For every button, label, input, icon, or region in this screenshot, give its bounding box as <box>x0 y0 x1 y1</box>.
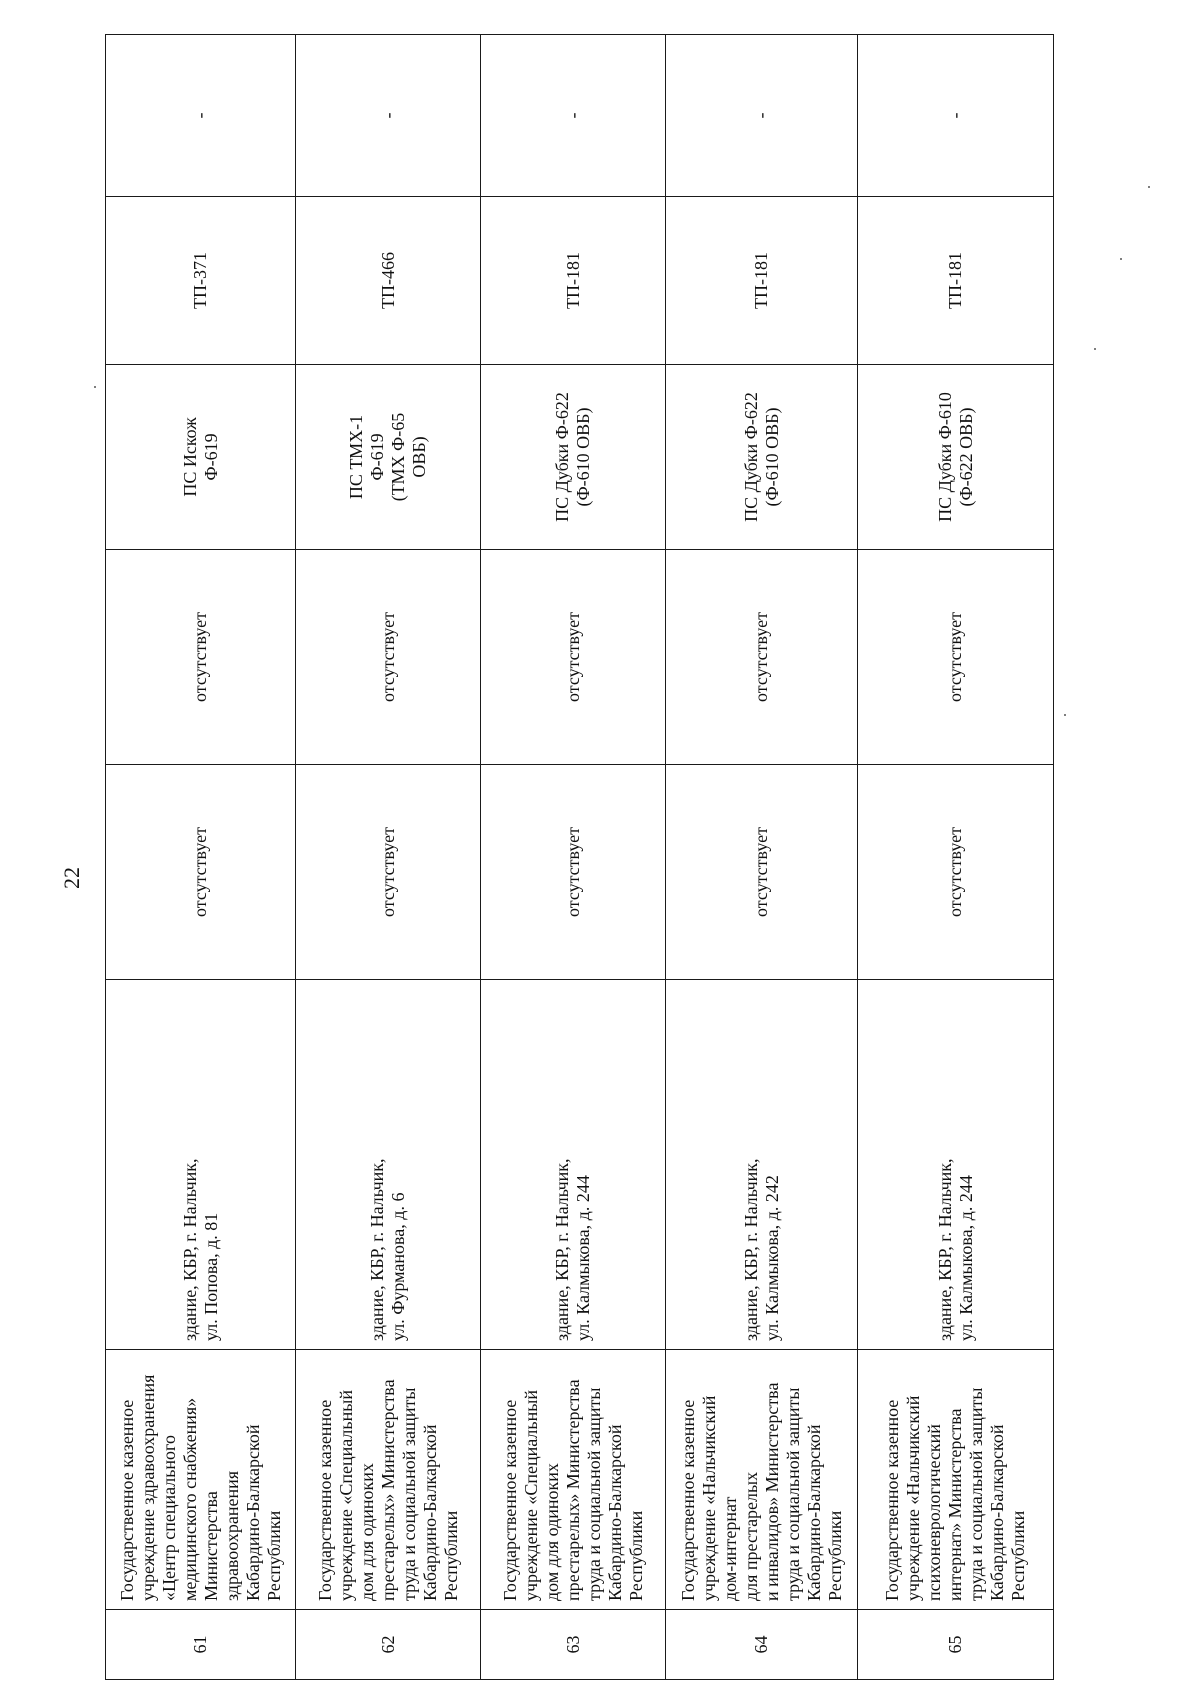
facility-address <box>666 980 858 1350</box>
facility-address <box>858 980 1054 1350</box>
rotated-table-wrapper <box>105 35 1053 1680</box>
organization-name <box>106 1350 296 1610</box>
column-5-value: отсутствует <box>296 550 481 765</box>
column-5-value: отсутствует <box>106 550 296 765</box>
organization-text: Государственное казенное учреждение здравоохранения «Центр специального медицинского снабжения» Министерства здравоохранения Кабардино-Балкарской Республики <box>116 1374 284 1601</box>
row-number: 64 <box>666 1610 858 1680</box>
row-number: 65 <box>858 1610 1054 1680</box>
row-number: 62 <box>296 1610 481 1680</box>
scan-speck <box>1120 258 1122 260</box>
substation-text: ПС Дубки Ф-622 (Ф-610 ОВБ) <box>740 392 782 522</box>
organization-text: Государственное казенное учреждение «Специальный дом для одиноких престарелых» Министерства труда и социальной защиты Кабардино-Балкарской Республики <box>499 1379 646 1601</box>
transformer-point: ТП-181 <box>858 197 1054 365</box>
substation-feeder <box>858 365 1054 550</box>
row-number: 63 <box>481 1610 666 1680</box>
organization-text: Государственное казенное учреждение «Нальчикский психоневрологический интернат» Министерства труда и социальной защиты Кабардино-Балкарской Республики <box>882 1387 1028 1601</box>
organization-text: Государственное казенное учреждение «Специальный дом для одиноких престарелых» Министерства труда и социальной защиты Кабардино-Балкарской Республики <box>314 1379 461 1601</box>
column-4-value: отсутствует <box>106 765 296 980</box>
facility-address <box>481 980 666 1350</box>
scan-speck <box>1064 714 1066 716</box>
address-text: здание, КБР, г. Нальчик, ул. Попова, д. 81 <box>179 1158 221 1341</box>
table-row <box>296 35 481 1680</box>
last-column-value: - <box>858 35 1054 197</box>
substation-text: ПС Дубки Ф-610 (Ф-622 ОВБ) <box>934 392 976 522</box>
last-column-value: - <box>296 35 481 197</box>
column-5-value: отсутствует <box>481 550 666 765</box>
scan-speck <box>94 386 96 388</box>
table-row <box>858 35 1054 1680</box>
organization-text: Государственное казенное учреждение «Нальчикский дом-интернат для престарелых и инвалидов» Министерства труда и социальной защиты Кабардино-Балкарской Республики <box>677 1382 845 1601</box>
facilities-table <box>105 34 1054 1680</box>
column-4-value: отсутствует <box>858 765 1054 980</box>
transformer-point: ТП-181 <box>666 197 858 365</box>
address-text: здание, КБР, г. Нальчик, ул. Фурманова, д. 6 <box>367 1158 408 1341</box>
column-4-value: отсутствует <box>296 765 481 980</box>
address-text: здание, КБР, г. Нальчик, ул. Калмыкова, д. 244 <box>934 1158 976 1341</box>
page-number: 22 <box>59 867 84 889</box>
table-row <box>106 35 296 1680</box>
address-text: здание, КБР, г. Нальчик, ул. Калмыкова, д. 242 <box>740 1158 782 1341</box>
organization-name <box>666 1350 858 1610</box>
address-text: здание, КБР, г. Нальчик, ул. Калмыкова, д. 244 <box>552 1158 593 1341</box>
last-column-value: - <box>666 35 858 197</box>
transformer-point: ТП-371 <box>106 197 296 365</box>
last-column-value: - <box>106 35 296 197</box>
scan-speck <box>1094 348 1096 350</box>
organization-name <box>296 1350 481 1610</box>
substation-feeder <box>296 365 481 550</box>
table-row <box>481 35 666 1680</box>
last-column-value: - <box>481 35 666 197</box>
table-row <box>666 35 858 1680</box>
substation-feeder <box>481 365 666 550</box>
row-number: 61 <box>106 1610 296 1680</box>
organization-name <box>858 1350 1054 1610</box>
column-5-value: отсутствует <box>858 550 1054 765</box>
substation-text: ПС ТМХ-1 Ф-619 (ТМХ Ф-65 ОВБ) <box>346 412 429 502</box>
scan-speck <box>1148 186 1150 188</box>
organization-name <box>481 1350 666 1610</box>
facility-address <box>296 980 481 1350</box>
facility-address <box>106 980 296 1350</box>
transformer-point: ТП-181 <box>481 197 666 365</box>
substation-feeder <box>666 365 858 550</box>
column-4-value: отсутствует <box>666 765 858 980</box>
column-4-value: отсутствует <box>481 765 666 980</box>
transformer-point: ТП-466 <box>296 197 481 365</box>
substation-text: ПС Искож Ф-619 <box>179 417 221 497</box>
substation-text: ПС Дубки Ф-622 (Ф-610 ОВБ) <box>552 392 593 522</box>
column-5-value: отсутствует <box>666 550 858 765</box>
substation-feeder <box>106 365 296 550</box>
